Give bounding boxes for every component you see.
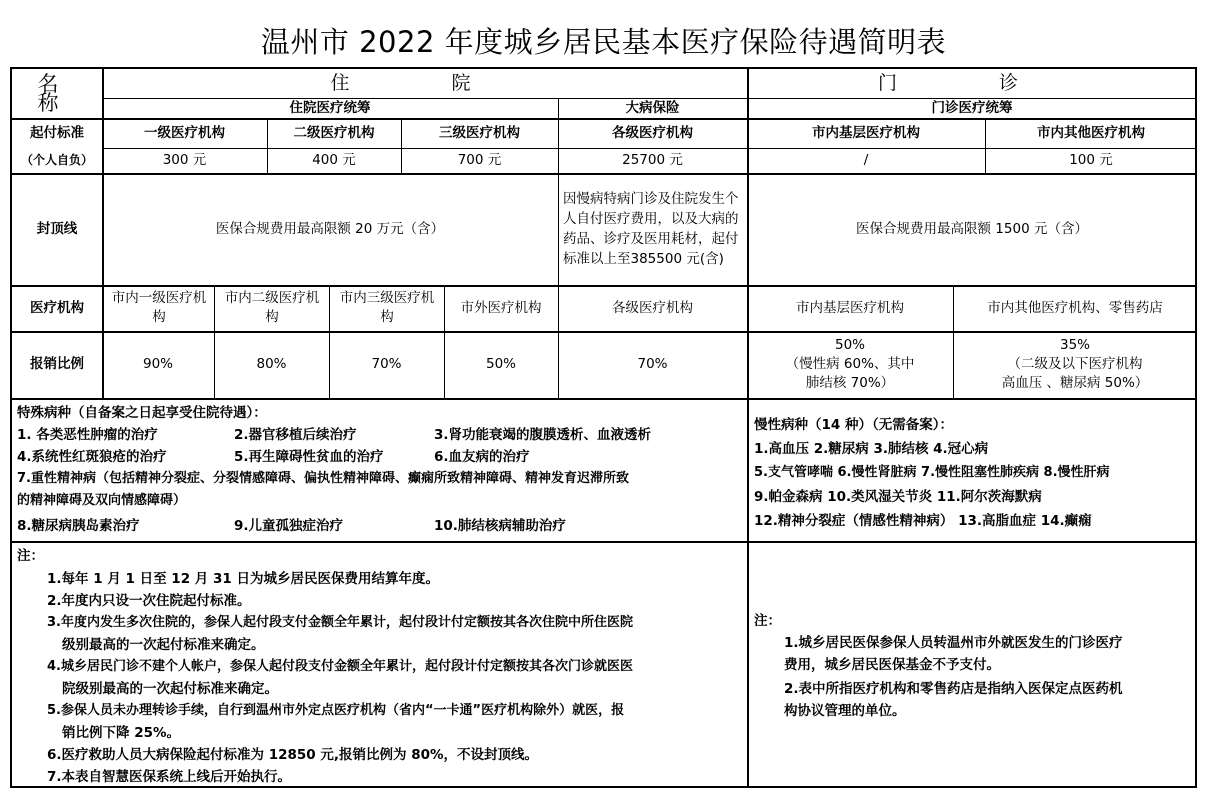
level-basic: 市内基层医疗机构	[812, 124, 920, 141]
cap-inpatient: 医保合规费用最高限额 20 万元（含）	[215, 220, 445, 237]
special-disease-8: 8.糖尿病胰岛素治疗	[17, 518, 140, 534]
special-diseases-title: 特殊病种（自备案之日起享受住院待遇）：	[17, 405, 267, 421]
reimbursement-3: 70%	[371, 356, 402, 372]
deductible-value-basic: /	[863, 152, 869, 168]
deductible-value-critical: 25700 元	[622, 152, 683, 168]
special-disease-5: 5.再生障碍性贫血的治疗	[234, 449, 384, 465]
special-disease-2: 2.器官移植后续治疗	[234, 427, 357, 443]
institution-1: 市内一级医疗机构	[111, 290, 207, 325]
level-all: 各级医疗机构	[612, 124, 693, 141]
deductible-label: 起付标准	[30, 124, 84, 141]
deductible-sublabel: （个人自负）	[20, 153, 93, 167]
reimbursement-outside: 50%	[485, 356, 516, 372]
reimbursement-label: 报销比例	[30, 356, 84, 372]
note-left-4: 4.城乡居民门诊不建个人帐户，参保人起付段支付金额全年累计，起付段计付定额按其各次门诊就医医	[47, 659, 633, 674]
special-disease-9: 9.儿童孤独症治疗	[234, 518, 344, 534]
reimbursement-basic-note: （慢性病 60%、其中	[785, 356, 915, 372]
note-left-3: 3.年度内发生多次住院的，参保人起付段支付金额全年累计，起付段计付定额按其各次住院中所住医院	[47, 615, 633, 630]
deductible-value-3: 700 元	[457, 152, 502, 168]
critical-illness-header: 大病保险	[625, 99, 680, 116]
note-right-2-cont: 构协议管理的单位。	[784, 703, 906, 719]
reimbursement-1: 90%	[142, 356, 173, 372]
inpatient-header: 住 院	[330, 72, 519, 94]
institution-3: 市内三级医疗机构	[339, 290, 435, 325]
note-left-3-cont: 级别最高的一次起付标准来确定。	[62, 637, 265, 653]
cap-label: 封顶线	[36, 220, 78, 237]
note-left-4-cont: 院级别最高的一次起付标准来确定。	[62, 681, 278, 697]
reimbursement-basic-rate: 50%	[834, 337, 865, 353]
chronic-diseases-line-1: 1.高血压 2.糖尿病 3.肺结核 4.冠心病	[754, 441, 989, 457]
special-disease-3: 3.肾功能衰竭的腹膜透析、血液透析	[434, 427, 652, 443]
name-header: 名 称	[37, 71, 77, 115]
cap-outpatient: 医保合规费用最高限额 1500 元（含）	[856, 220, 1088, 237]
special-disease-4: 4.系统性红斑狼疮的治疗	[17, 449, 167, 465]
deductible-value-1: 300 元	[162, 152, 207, 168]
notes-right-label: 注：	[754, 613, 781, 629]
outpatient-header: 门 诊	[877, 72, 1067, 94]
institution-all: 各级医疗机构	[612, 299, 693, 316]
reimbursement-other-rate: 35%	[1059, 337, 1090, 353]
deductible-value-other: 100 元	[1069, 152, 1113, 168]
deductible-value-2: 400 元	[312, 152, 356, 168]
level-3: 三级医疗机构	[439, 124, 520, 141]
cap-critical: 因慢病特病门诊及住院发生个人自付医疗费用，以及大病的药品、诊疗及医用耗材，起付标准以上至385500 元(含)	[563, 191, 739, 267]
note-left-5: 5.参保人员未办理转诊手续，自行到温州市外定点医疗机构（省内“一卡通”医疗机构除外）就医，报	[47, 703, 625, 718]
institution-basic: 市内基层医疗机构	[796, 299, 904, 316]
chronic-diseases-line-3: 9.帕金森病 10.类风湿关节炎 11.阿尔茨海默病	[754, 489, 1042, 505]
note-left-7: 7.本表自智慧医保系统上线后开始执行。	[47, 769, 292, 785]
institution-2: 市内二级医疗机构	[224, 290, 320, 325]
reimbursement-2: 80%	[256, 356, 287, 372]
institutions-label: 医疗机构	[30, 299, 84, 316]
page-title: 温州市 2022 年度城乡居民基本医疗保险待遇简明表	[260, 25, 947, 59]
note-left-2: 2.年度内只设一次住院起付标准。	[47, 593, 251, 609]
note-left-5-cont: 销比例下降 25%。	[62, 725, 181, 741]
reimbursement-critical: 70%	[637, 356, 668, 372]
special-disease-10: 10.肺结核病辅助治疗	[434, 518, 566, 534]
special-disease-7: 7.重性精神病（包括精神分裂症、分裂情感障碍、偏执性精神障碍、癫痫所致精神障碍、精神发育迟滞所致	[17, 471, 629, 486]
note-right-1-cont: 费用，城乡居民医保基金不予支付。	[784, 657, 1000, 673]
note-right-2: 2.表中所指医疗机构和零售药店是指纳入医保定点医药机	[784, 681, 1123, 697]
institution-outside: 市外医疗机构	[460, 299, 542, 316]
note-left-1: 1.每年 1 月 1 日至 12 月 31 日为城乡居民医保费用结算年度。	[47, 571, 439, 587]
institution-other: 市内其他医疗机构、零售药店	[987, 299, 1163, 316]
outpatient-pool-header: 门诊医疗统筹	[931, 99, 1013, 116]
special-disease-7-cont: 的精神障碍及双向情感障碍）	[17, 493, 187, 508]
reimbursement-basic-note2: 肺结核 70%）	[805, 375, 895, 391]
special-disease-1: 1. 各类恶性肿瘤的治疗	[17, 427, 158, 443]
chronic-diseases-title: 慢性病种（14 种）（无需备案）：	[754, 417, 953, 433]
level-2: 二级医疗机构	[293, 124, 375, 141]
reimbursement-other-note2: 高血压 、糖尿病 50%）	[1001, 375, 1149, 391]
benefits-table	[10, 67, 1197, 788]
reimbursement-other	[953, 331, 1197, 398]
chronic-diseases-line-4: 12.精神分裂症（情感性精神病） 13.高脂血症 14.癫痫	[754, 513, 1092, 529]
level-other: 市内其他医疗机构	[1037, 124, 1145, 141]
inpatient-pool-header: 住院医疗统筹	[289, 99, 371, 116]
chronic-diseases-line-2: 5.支气管哮喘 6.慢性肾脏病 7.慢性阻塞性肺疾病 8.慢性肝病	[754, 465, 1110, 480]
special-disease-6: 6.血友病的治疗	[434, 449, 530, 465]
notes-left-label: 注：	[17, 548, 44, 564]
level-1: 一级医疗机构	[144, 124, 225, 141]
reimbursement-basic	[747, 331, 953, 398]
reimbursement-other-note: （二级及以下医疗机构	[1007, 356, 1143, 372]
note-left-6: 6.医疗救助人员大病保险起付标准为 12850 元,报销比例为 80%，不设封顶线。	[47, 747, 539, 763]
note-right-1: 1.城乡居民医保参保人员转温州市外就医发生的门诊医疗	[784, 635, 1123, 651]
